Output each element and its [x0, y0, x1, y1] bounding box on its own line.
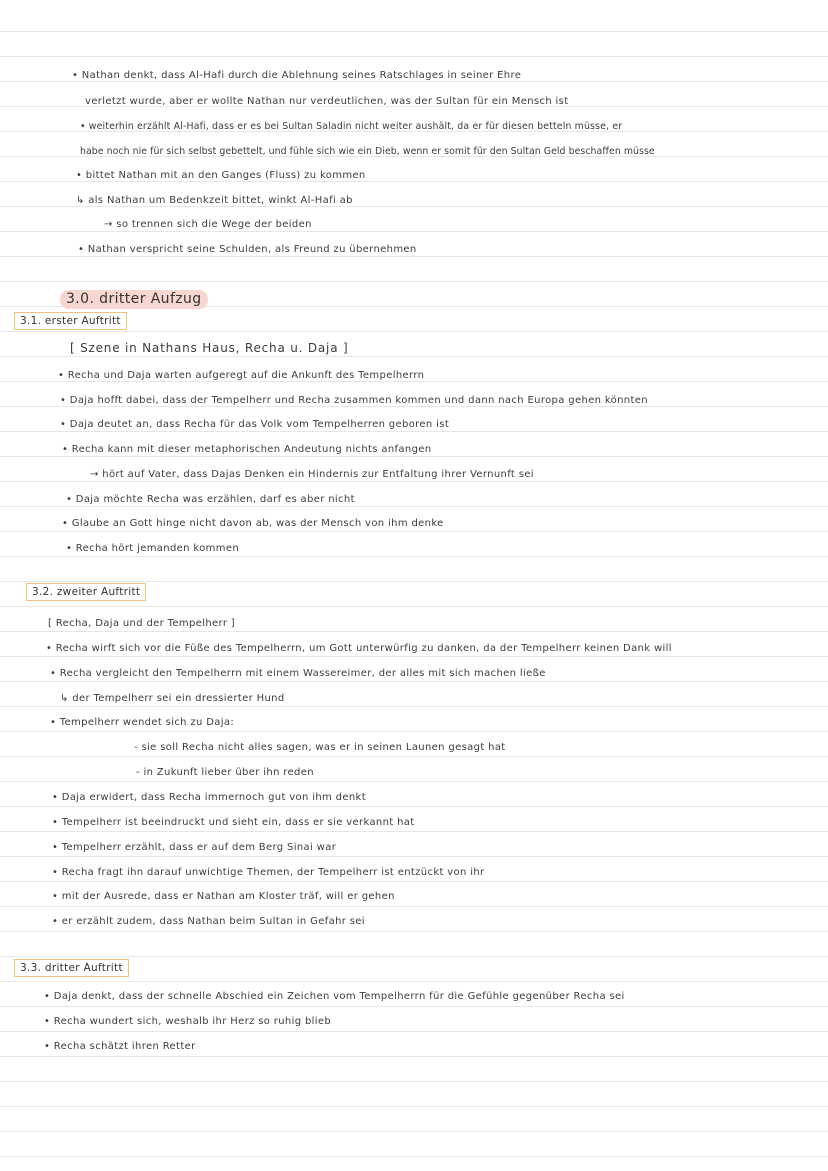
text-line: • Recha kann mit dieser metaphorischen Andeutung nichts anfangen: [62, 444, 432, 455]
text-line: • Recha und Daja warten aufgeregt auf die Ankunft des Tempelherrn: [58, 370, 425, 381]
text-line: • mit der Ausrede, dass er Nathan am Kloster träf, will er gehen: [52, 891, 395, 902]
act-title: 3.0. dritter Aufzug: [60, 290, 208, 309]
text-line: ↳ als Nathan um Bedenkzeit bittet, winkt Al-Hafi ab: [76, 195, 353, 206]
text-line: ↳ der Tempelherr sei ein dressierter Hund: [60, 693, 285, 704]
text-line: habe noch nie für sich selbst gebettelt, und fühle sich wie ein Dieb, wenn er somit für den Sultan Geld beschaffen müsse: [80, 146, 655, 157]
text-line: • Tempelherr wendet sich zu Daja:: [50, 717, 235, 728]
text-line: → hört auf Vater, dass Dajas Denken ein Hindernis zur Entfaltung ihrer Vernunft sei: [90, 469, 534, 480]
text-line: • Daja deutet an, dass Recha für das Volk vom Tempelherren geboren ist: [60, 419, 450, 430]
text-line: • Recha hört jemanden kommen: [66, 543, 240, 554]
text-line: • weiterhin erzählt Al-Hafi, dass er es bei Sultan Saladin nicht weiter aushält, da er für diesen betteln müsse, er: [80, 121, 623, 132]
text-line: • Tempelherr ist beeindruckt und sieht ein, dass er sie verkannt hat: [52, 817, 415, 828]
scene-heading: 3.1. erster Auftritt: [14, 312, 127, 330]
text-line: • Nathan denkt, dass Al-Hafi durch die Ablehnung seines Ratschlages in seiner Ehre: [72, 70, 522, 81]
text-line: • Daja hofft dabei, dass der Tempelherr und Recha zusammen kommen und dann nach Europa gehen könnten: [60, 395, 648, 406]
text-line: - in Zukunft lieber über ihn reden: [136, 767, 314, 778]
text-line: • Recha schätzt ihren Retter: [44, 1041, 196, 1052]
text-line: • Glaube an Gott hinge nicht davon ab, was der Mensch von ihm denke: [62, 518, 444, 529]
text-line: • Daja erwidert, dass Recha immernoch gut von ihm denkt: [52, 792, 366, 803]
scene-setting: [ Recha, Daja und der Tempelherr ]: [48, 618, 236, 629]
text-line: • Tempelherr erzählt, dass er auf dem Berg Sinai war: [52, 842, 337, 853]
text-line: • er erzählt zudem, dass Nathan beim Sultan in Gefahr sei: [52, 916, 365, 927]
text-line: • Recha fragt ihn darauf unwichtige Themen, der Tempelherr ist entzückt von ihr: [52, 867, 485, 878]
text-line: • Daja möchte Recha was erzählen, darf es aber nicht: [66, 494, 355, 505]
scene-heading: 3.3. dritter Auftritt: [14, 959, 129, 977]
text-line: • Recha wundert sich, weshalb ihr Herz so ruhig blieb: [44, 1016, 332, 1027]
text-line: - sie soll Recha nicht alles sagen, was er in seinen Launen gesagt hat: [134, 742, 506, 753]
text-line: • Recha wirft sich vor die Füße des Tempelherrn, um Gott unterwürfig zu danken, da der Tempelherr keinen Dank will: [46, 643, 672, 654]
scene-setting: [ Szene in Nathans Haus, Recha u. Daja ]: [70, 341, 349, 355]
text-line: verletzt wurde, aber er wollte Nathan nur verdeutlichen, was der Sultan für ein Mensch ist: [85, 96, 569, 107]
text-line: • Nathan verspricht seine Schulden, als Freund zu übernehmen: [78, 244, 417, 255]
text-line: • Daja denkt, dass der schnelle Abschied ein Zeichen vom Tempelherrn für die Gefühle gegenüber Recha sei: [44, 991, 625, 1002]
text-line: → so trennen sich die Wege der beiden: [104, 219, 312, 230]
text-line: • bittet Nathan mit an den Ganges (Fluss) zu kommen: [76, 170, 366, 181]
text-line: • Recha vergleicht den Tempelherrn mit einem Wassereimer, der alles mit sich machen ließe: [50, 668, 546, 679]
scene-heading: 3.2. zweiter Auftritt: [26, 583, 146, 601]
